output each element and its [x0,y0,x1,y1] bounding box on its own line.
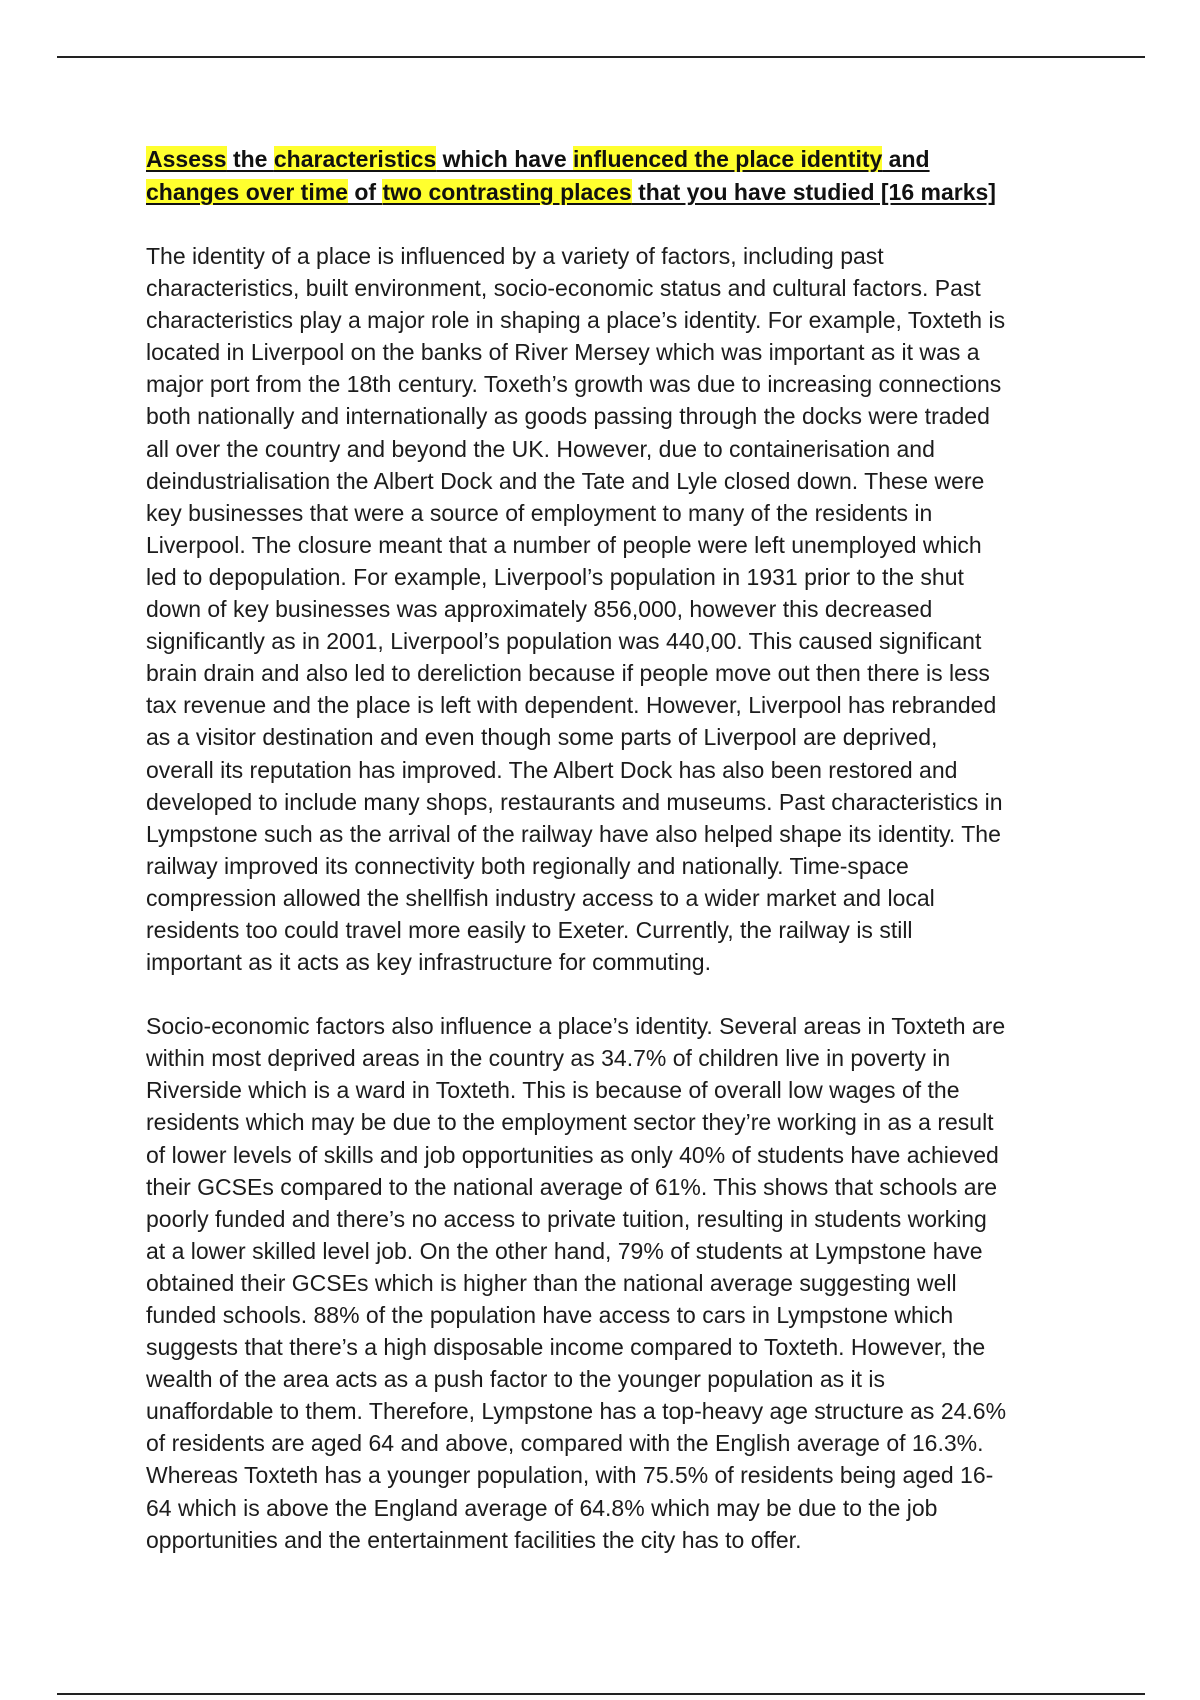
question-highlight: characteristics [273,146,437,172]
paragraph-line: railway improved its connectivity both regionally and nationally. Time-space [146,852,909,879]
paragraph-line: brain drain and also led to dereliction because if people move out then there is less [146,660,990,687]
paragraph-line: 64 which is above the England average of 64.8% which may be due to the job [146,1494,938,1521]
bottom-rule [57,1693,1145,1695]
paragraph-line: their GCSEs compared to the national average of 61%. This shows that schools are [146,1173,998,1200]
paragraph-line: Whereas Toxteth has a younger population, with 75.5% of residents being aged 16- [146,1462,994,1489]
paragraph-line: characteristics play a major role in shaping a place’s identity. For example, Toxteth is [146,307,1006,334]
paragraph-line: of residents are aged 64 and above, compared with the English average of 16.3%. [146,1430,984,1457]
paragraph-past-characteristics [146,240,1076,978]
paragraph-line: tax revenue and the place is left with dependent. However, Liverpool has rebranded [146,692,997,719]
paragraph-line: within most deprived areas in the country as 34.7% of children live in poverty in [146,1045,951,1072]
paragraph-line: important as it acts as key infrastructure for commuting. [146,949,711,976]
question-text: which have [436,146,574,172]
paragraph-line: Liverpool. The closure meant that a number of people were left unemployed which [146,531,982,558]
paragraph-line: both nationally and internationally as goods passing through the docks were traded [146,403,990,430]
paragraph-line: developed to include many shops, restaurants and museums. Past characteristics in [146,788,1003,815]
paragraph-line: all over the country and beyond the UK. However, due to containerisation and [146,435,935,462]
paragraph-line: opportunities and the entertainment facilities the city has to offer. [146,1526,802,1553]
paragraph-line: compression allowed the shellfish industry access to a wider market and local [146,884,935,911]
paragraph-line: down of key businesses was approximately 856,000, however this decreased [146,596,933,623]
paragraph-line: characteristics, built environment, socio-economic status and cultural factors. Past [146,275,981,302]
paragraph-line: led to depopulation. For example, Liverpool’s population in 1931 prior to the shut [146,563,964,590]
document-body [146,143,1076,1556]
paragraph-line: overall its reputation has improved. The Albert Dock has also been restored and [146,756,958,783]
paragraph-line: Lympstone such as the arrival of the railway have also helped shape its identity. The [146,820,1001,847]
paragraph-line: significantly as in 2001, Liverpool’s population was 440,00. This caused significant [146,628,982,655]
paragraph-line: as a visitor destination and even though some parts of Liverpool are deprived, [146,724,938,751]
top-rule [57,56,1145,58]
paragraph-line: funded schools. 88% of the population have access to cars in Lympstone which [146,1302,954,1328]
paragraph-line: major port from the 18th century. Toxeth’s growth was due to increasing connections [146,371,1002,398]
paragraph-line: located in Liverpool on the banks of River Mersey which was important as it was a [146,339,980,366]
question-highlight: influenced the place identity [573,146,883,172]
paragraph-line: The identity of a place is influenced by a variety of factors, including past [146,243,884,269]
paragraph-line: wealth of the area acts as a push factor to the younger population as it is [146,1366,886,1393]
paragraph-socio-economic [146,1010,1076,1556]
question-text: the [226,146,274,172]
paragraph-line: Riverside which is a ward in Toxteth. This is because of overall low wages of the [146,1077,960,1104]
paragraph-line: obtained their GCSEs which is higher than the national average suggesting well [146,1269,957,1296]
question-text: and [882,146,930,172]
question-text: of [347,179,383,205]
paragraph-line: residents too could travel more easily to Exeter. Currently, the railway is still [146,916,913,943]
paragraph-line: of lower levels of skills and job opportunities as only 40% of students have achieved [146,1141,999,1168]
paragraph-line: unaffordable to them. Therefore, Lympstone has a top-heavy age structure as 24.6% [146,1398,1007,1425]
paragraph-line: deindustrialisation the Albert Dock and the Tate and Lyle closed down. These were [146,467,985,494]
essay-question [146,143,1076,209]
paragraph-line: Socio-economic factors also influence a place’s identity. Several areas in Toxteth are [146,1013,1006,1040]
paragraph-line: at a lower skilled level job. On the other hand, 79% of students at Lympstone have [146,1237,983,1264]
question-highlight: Assess [146,146,227,172]
question-highlight: two contrasting places [382,179,632,205]
paragraph-line: suggests that there’s a high disposable income compared to Toxteth. However, the [146,1334,986,1361]
question-highlight: changes over time [146,179,348,205]
paragraph-line: key businesses that were a source of employment to many of the residents in [146,499,933,526]
question-text: that you have studied [16 marks] [631,179,996,205]
paragraph-line: residents which may be due to the employment sector they’re working in as a result [146,1109,994,1136]
paragraph-line: poorly funded and there’s no access to private tuition, resulting in students working [146,1205,987,1232]
